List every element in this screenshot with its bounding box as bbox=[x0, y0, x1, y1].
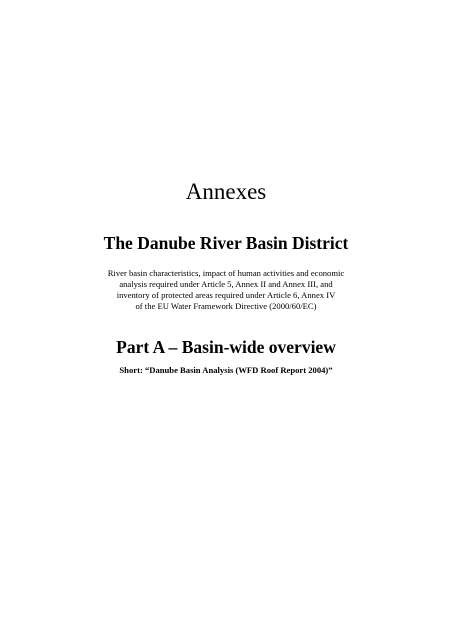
district-title: The Danube River Basin District bbox=[103, 233, 349, 253]
description-line: analysis required under Article 5, Annex II and Annex III, and bbox=[119, 279, 333, 289]
description-paragraph bbox=[96, 268, 356, 312]
short-title: Short: “Danube Basin Analysis (WFD Roof Report 2004)” bbox=[119, 365, 333, 375]
description-line: River basin characteristics, impact of human activities and economic bbox=[107, 268, 345, 278]
part-title: Part A – Basin-wide overview bbox=[116, 337, 336, 357]
annexes-heading: Annexes bbox=[185, 179, 267, 204]
description-line: inventory of protected areas required under Article 6, Annex IV bbox=[116, 290, 336, 300]
description-line: of the EU Water Framework Directive (2000/60/EC) bbox=[135, 301, 317, 311]
